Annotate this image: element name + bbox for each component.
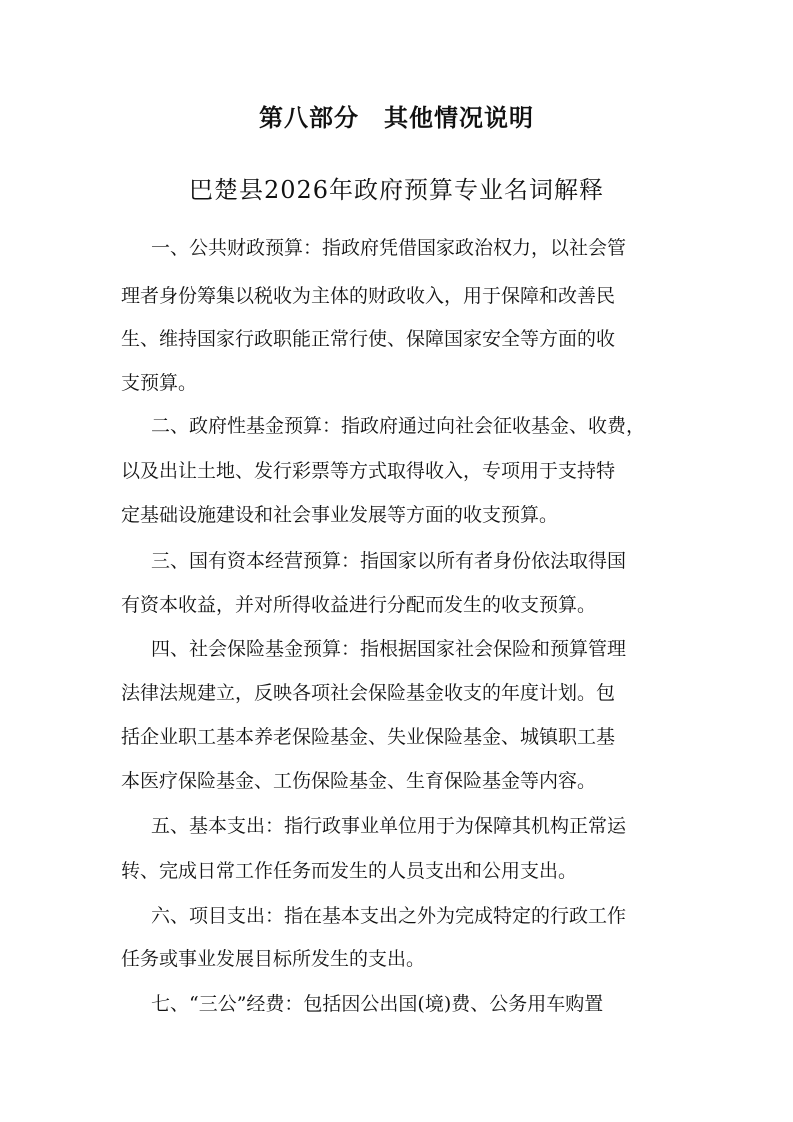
paragraph-line: 以及出让土地、发行彩票等方式取得收入，专项用于支持特 bbox=[121, 460, 616, 482]
paragraph-line: 三、国有资本经营预算：指国家以所有者身份依法取得国 bbox=[151, 550, 627, 572]
paragraph-line: 本医疗保险基金、工伤保险基金、生育保险基金等内容。 bbox=[121, 770, 597, 792]
paragraph-line: 五、基本支出：指行政事业单位用于为保障其机构正常运 bbox=[151, 815, 627, 837]
paragraph-line: 定基础设施建设和社会事业发展等方面的收支预算。 bbox=[121, 504, 559, 526]
paragraph-line: 转、完成日常工作任务而发生的人员支出和公用支出。 bbox=[121, 860, 578, 882]
paragraph-line: 支预算。 bbox=[121, 372, 198, 394]
paragraph-line: 七、“三公”经费：包括因公出国(境)费、公务用车购置 bbox=[151, 993, 604, 1015]
paragraph-line: 有资本收益，并对所得收益进行分配而发生的收支预算。 bbox=[121, 594, 597, 616]
paragraph-line: 法律法规建立，反映各项社会保险基金收支的年度计划。包 bbox=[121, 682, 616, 704]
document-subtitle: 巴楚县2026年政府预算专业名词解释 bbox=[188, 176, 605, 204]
paragraph-line: 理者身份筹集以税收为主体的财政收入，用于保障和改善民 bbox=[121, 285, 616, 307]
paragraph-line: 一、公共财政预算：指政府凭借国家政治权力，以社会管 bbox=[151, 237, 627, 259]
paragraph-line: 四、社会保险基金预算：指根据国家社会保险和预算管理 bbox=[151, 638, 627, 660]
paragraph-line: 二、政府性基金预算：指政府通过向社会征收基金、收费， bbox=[151, 415, 646, 437]
paragraph-line: 六、项目支出：指在基本支出之外为完成特定的行政工作 bbox=[151, 905, 627, 927]
paragraph-line: 任务或事业发展目标所发生的支出。 bbox=[121, 948, 426, 970]
paragraph-line: 括企业职工基本养老保险基金、失业保险基金、城镇职工基 bbox=[121, 726, 616, 748]
paragraph-line: 生、维持国家行政职能正常行使、保障国家安全等方面的收 bbox=[121, 328, 616, 350]
section-title: 第八部分 其他情况说明 bbox=[259, 104, 534, 132]
